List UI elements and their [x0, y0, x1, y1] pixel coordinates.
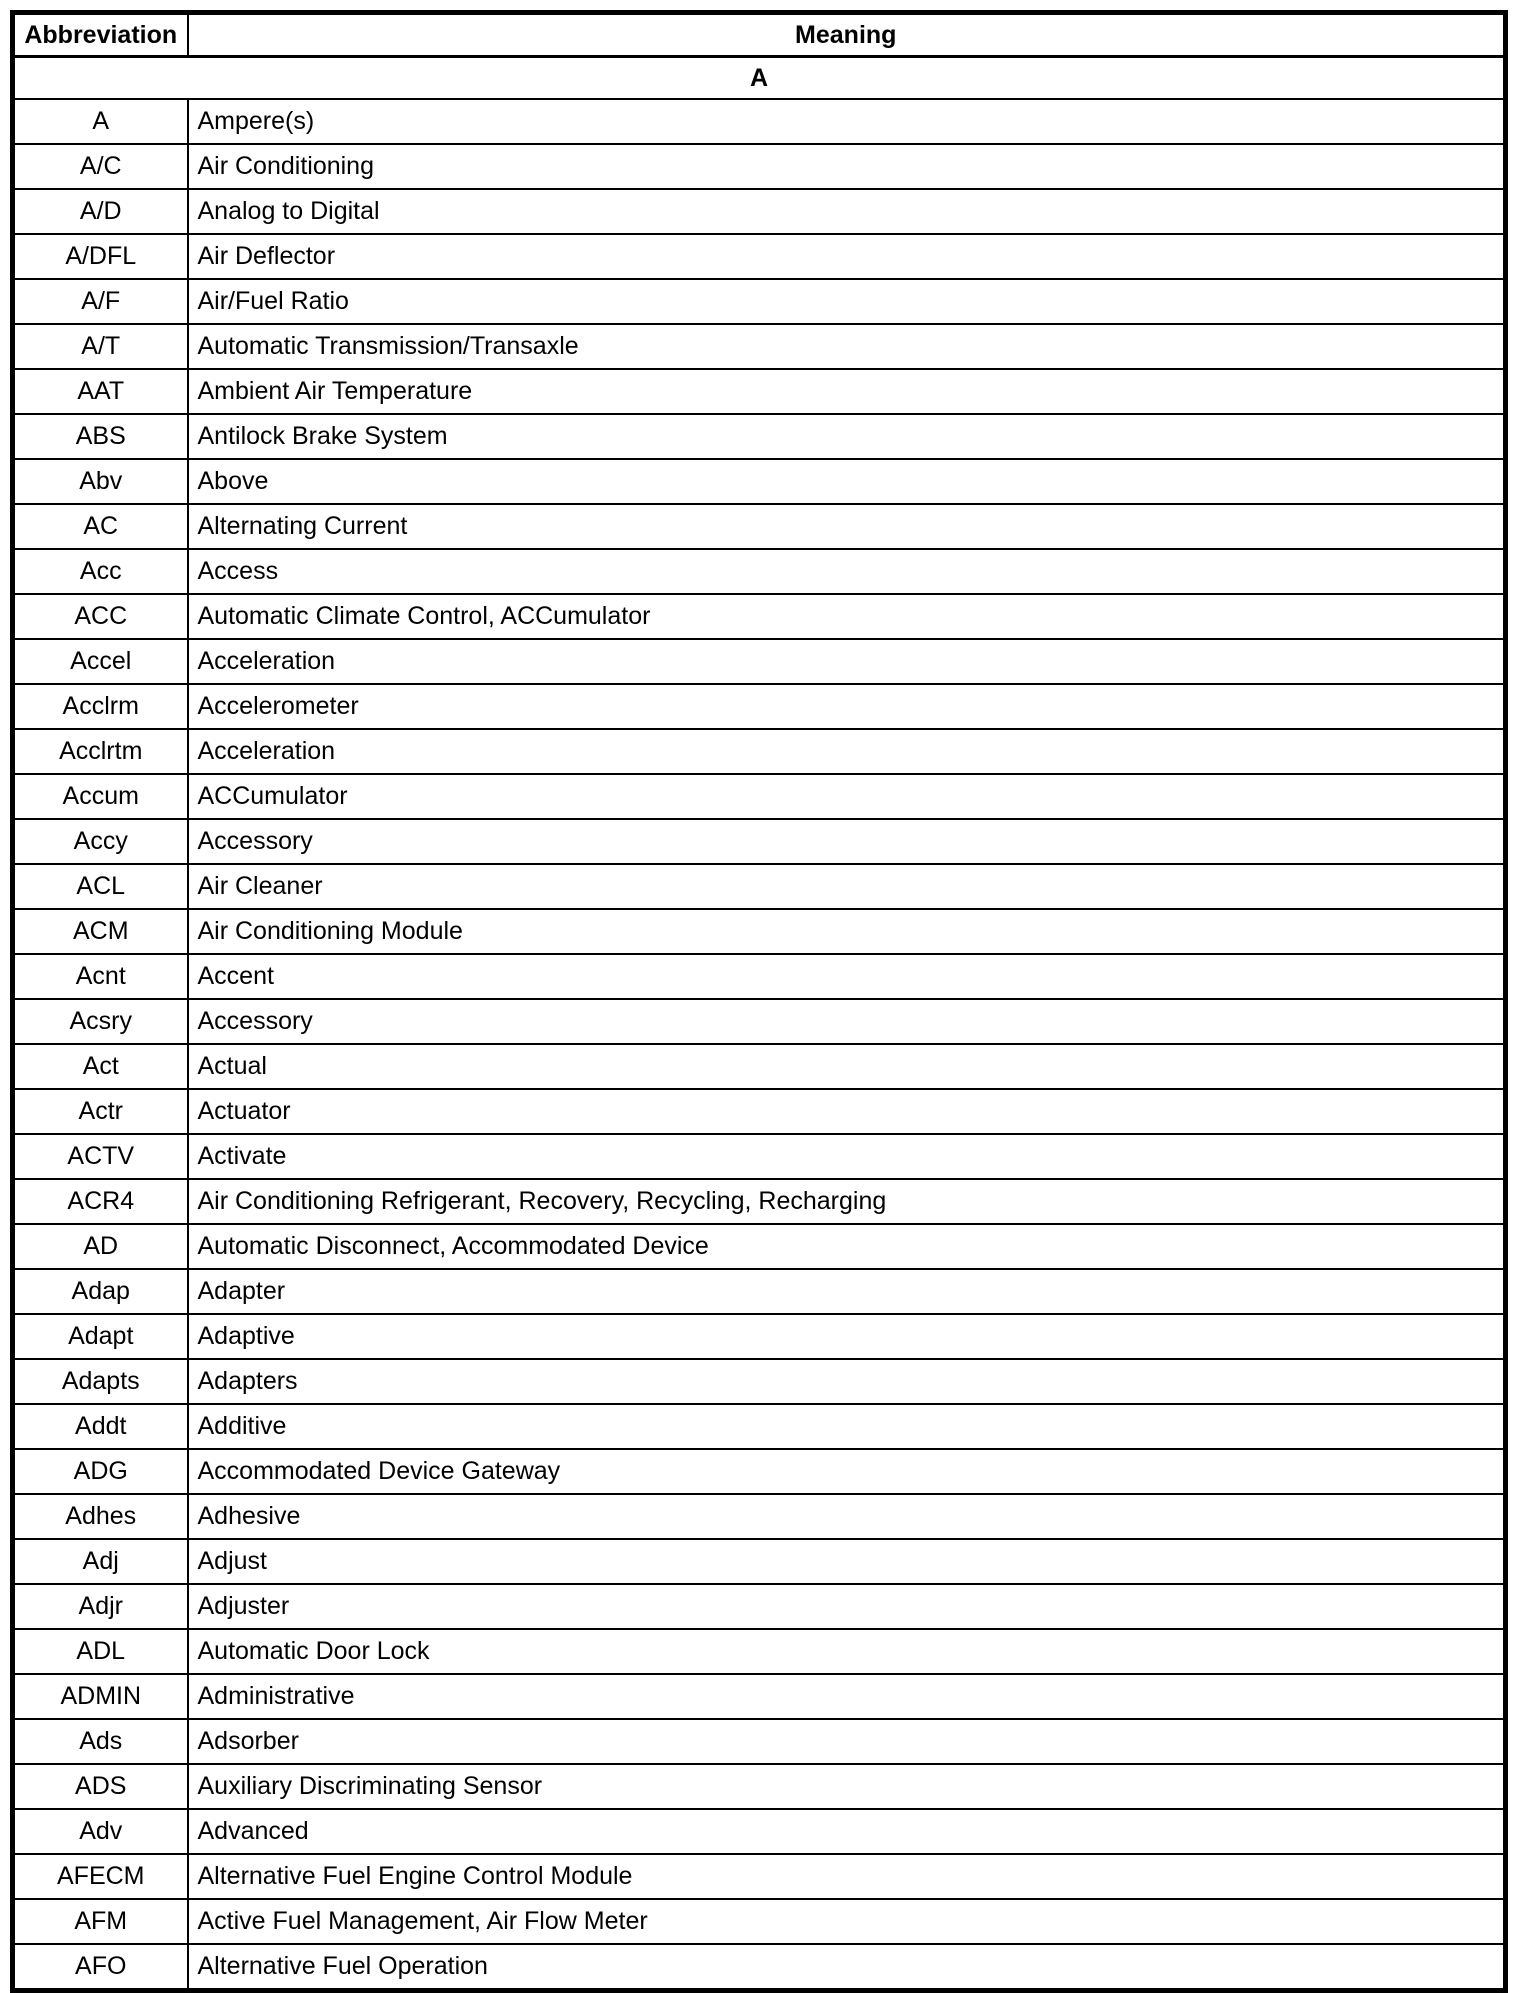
abbreviation-cell: Accy	[13, 819, 188, 864]
abbreviation-cell: Addt	[13, 1404, 188, 1449]
meaning-cell: Adapters	[188, 1359, 1506, 1404]
meaning-cell: Administrative	[188, 1674, 1506, 1719]
abbreviation-cell: A	[13, 99, 188, 144]
table-row	[13, 1764, 1506, 1809]
meaning-cell: Air Conditioning Module	[188, 909, 1506, 954]
abbreviation-cell: A/C	[13, 144, 188, 189]
meaning-cell: Above	[188, 459, 1506, 504]
abbreviation-cell: A/DFL	[13, 234, 188, 279]
abbreviation-cell: ABS	[13, 414, 188, 459]
table-row	[13, 1719, 1506, 1764]
abbreviation-cell: Acclrm	[13, 684, 188, 729]
meaning-cell: Air Conditioning	[188, 144, 1506, 189]
header-row	[13, 13, 1506, 57]
meaning-cell: Active Fuel Management, Air Flow Meter	[188, 1899, 1506, 1944]
table-row	[13, 414, 1506, 459]
meaning-cell: Accessory	[188, 999, 1506, 1044]
abbreviation-cell: Adapt	[13, 1314, 188, 1359]
table-row	[13, 954, 1506, 999]
abbreviation-cell: A/F	[13, 279, 188, 324]
meaning-cell: Accelerometer	[188, 684, 1506, 729]
abbreviation-cell: Accel	[13, 639, 188, 684]
abbreviation-cell: Accum	[13, 774, 188, 819]
column-header-abbreviation: Abbreviation	[13, 13, 188, 57]
abbreviation-cell: Adapts	[13, 1359, 188, 1404]
table-row	[13, 144, 1506, 189]
meaning-cell: Alternative Fuel Engine Control Module	[188, 1854, 1506, 1899]
abbreviation-cell: ACTV	[13, 1134, 188, 1179]
table-row	[13, 1359, 1506, 1404]
abbreviation-cell: Adhes	[13, 1494, 188, 1539]
meaning-cell: Adsorber	[188, 1719, 1506, 1764]
table-row	[13, 504, 1506, 549]
abbreviation-cell: Acsry	[13, 999, 188, 1044]
table-row	[13, 369, 1506, 414]
section-row	[13, 57, 1506, 100]
meaning-cell: Adjuster	[188, 1584, 1506, 1629]
abbreviation-cell: A/D	[13, 189, 188, 234]
meaning-cell: Adjust	[188, 1539, 1506, 1584]
abbreviation-cell: Adjr	[13, 1584, 188, 1629]
table-row	[13, 1404, 1506, 1449]
abbreviation-cell: ADMIN	[13, 1674, 188, 1719]
abbreviation-cell: Acclrtm	[13, 729, 188, 774]
table-row	[13, 999, 1506, 1044]
table-row	[13, 1674, 1506, 1719]
table-row	[13, 1629, 1506, 1674]
abbreviation-cell: AAT	[13, 369, 188, 414]
table-row	[13, 189, 1506, 234]
table-row	[13, 594, 1506, 639]
meaning-cell: Auxiliary Discriminating Sensor	[188, 1764, 1506, 1809]
table-row	[13, 1539, 1506, 1584]
meaning-cell: Advanced	[188, 1809, 1506, 1854]
meaning-cell: Alternative Fuel Operation	[188, 1944, 1506, 1991]
table-row	[13, 639, 1506, 684]
section-letter: A	[13, 57, 1506, 100]
column-header-meaning: Meaning	[188, 13, 1506, 57]
table-row	[13, 1449, 1506, 1494]
table-row	[13, 549, 1506, 594]
table-row	[13, 1134, 1506, 1179]
meaning-cell: Analog to Digital	[188, 189, 1506, 234]
meaning-cell: Air Conditioning Refrigerant, Recovery, Recycling, Recharging	[188, 1179, 1506, 1224]
meaning-cell: Activate	[188, 1134, 1506, 1179]
abbreviation-cell: ADG	[13, 1449, 188, 1494]
meaning-cell: Automatic Door Lock	[188, 1629, 1506, 1674]
table-row	[13, 1494, 1506, 1539]
table-row	[13, 1584, 1506, 1629]
meaning-cell: Adaptive	[188, 1314, 1506, 1359]
meaning-cell: Accent	[188, 954, 1506, 999]
meaning-cell: ACCumulator	[188, 774, 1506, 819]
meaning-cell: Air/Fuel Ratio	[188, 279, 1506, 324]
table-row	[13, 1314, 1506, 1359]
meaning-cell: Antilock Brake System	[188, 414, 1506, 459]
table-row	[13, 1269, 1506, 1314]
meaning-cell: Additive	[188, 1404, 1506, 1449]
meaning-cell: Accommodated Device Gateway	[188, 1449, 1506, 1494]
table-row	[13, 819, 1506, 864]
abbreviation-cell: Ads	[13, 1719, 188, 1764]
table-row	[13, 1179, 1506, 1224]
meaning-cell: Automatic Transmission/Transaxle	[188, 324, 1506, 369]
abbreviation-cell: ADS	[13, 1764, 188, 1809]
table-row	[13, 459, 1506, 504]
abbreviation-cell: ACL	[13, 864, 188, 909]
abbreviation-cell: Act	[13, 1044, 188, 1089]
abbreviation-table	[10, 10, 1508, 1993]
table-row	[13, 1944, 1506, 1991]
table-row	[13, 1224, 1506, 1269]
table-row	[13, 1809, 1506, 1854]
abbreviation-cell: ACC	[13, 594, 188, 639]
abbreviation-cell: AFM	[13, 1899, 188, 1944]
abbreviation-cell: Acnt	[13, 954, 188, 999]
meaning-cell: Air Cleaner	[188, 864, 1506, 909]
meaning-cell: Accessory	[188, 819, 1506, 864]
abbreviation-cell: A/T	[13, 324, 188, 369]
table-row	[13, 684, 1506, 729]
table-row	[13, 864, 1506, 909]
meaning-cell: Automatic Disconnect, Accommodated Device	[188, 1224, 1506, 1269]
table-row	[13, 1854, 1506, 1899]
abbreviation-cell: Adj	[13, 1539, 188, 1584]
table-row	[13, 234, 1506, 279]
meaning-cell: Automatic Climate Control, ACCumulator	[188, 594, 1506, 639]
table-row	[13, 909, 1506, 954]
table-row	[13, 774, 1506, 819]
meaning-cell: Ampere(s)	[188, 99, 1506, 144]
table-row	[13, 279, 1506, 324]
abbreviation-cell: Adv	[13, 1809, 188, 1854]
abbreviation-cell: Actr	[13, 1089, 188, 1134]
table-row	[13, 324, 1506, 369]
meaning-cell: Actual	[188, 1044, 1506, 1089]
abbreviation-cell: ADL	[13, 1629, 188, 1674]
meaning-cell: Adhesive	[188, 1494, 1506, 1539]
abbreviation-cell: AD	[13, 1224, 188, 1269]
table-body	[13, 99, 1506, 1991]
abbreviation-cell: AC	[13, 504, 188, 549]
abbreviation-cell: ACM	[13, 909, 188, 954]
meaning-cell: Actuator	[188, 1089, 1506, 1134]
meaning-cell: Alternating Current	[188, 504, 1506, 549]
meaning-cell: Ambient Air Temperature	[188, 369, 1506, 414]
meaning-cell: Adapter	[188, 1269, 1506, 1314]
table-row	[13, 1899, 1506, 1944]
meaning-cell: Acceleration	[188, 729, 1506, 774]
abbreviation-cell: AFO	[13, 1944, 188, 1991]
meaning-cell: Access	[188, 549, 1506, 594]
table-row	[13, 729, 1506, 774]
abbreviation-cell: AFECM	[13, 1854, 188, 1899]
abbreviation-cell: ACR4	[13, 1179, 188, 1224]
meaning-cell: Air Deflector	[188, 234, 1506, 279]
abbreviation-cell: Adap	[13, 1269, 188, 1314]
abbreviation-cell: Abv	[13, 459, 188, 504]
table-row	[13, 1089, 1506, 1134]
abbreviation-cell: Acc	[13, 549, 188, 594]
table-row	[13, 1044, 1506, 1089]
meaning-cell: Acceleration	[188, 639, 1506, 684]
table-row	[13, 99, 1506, 144]
